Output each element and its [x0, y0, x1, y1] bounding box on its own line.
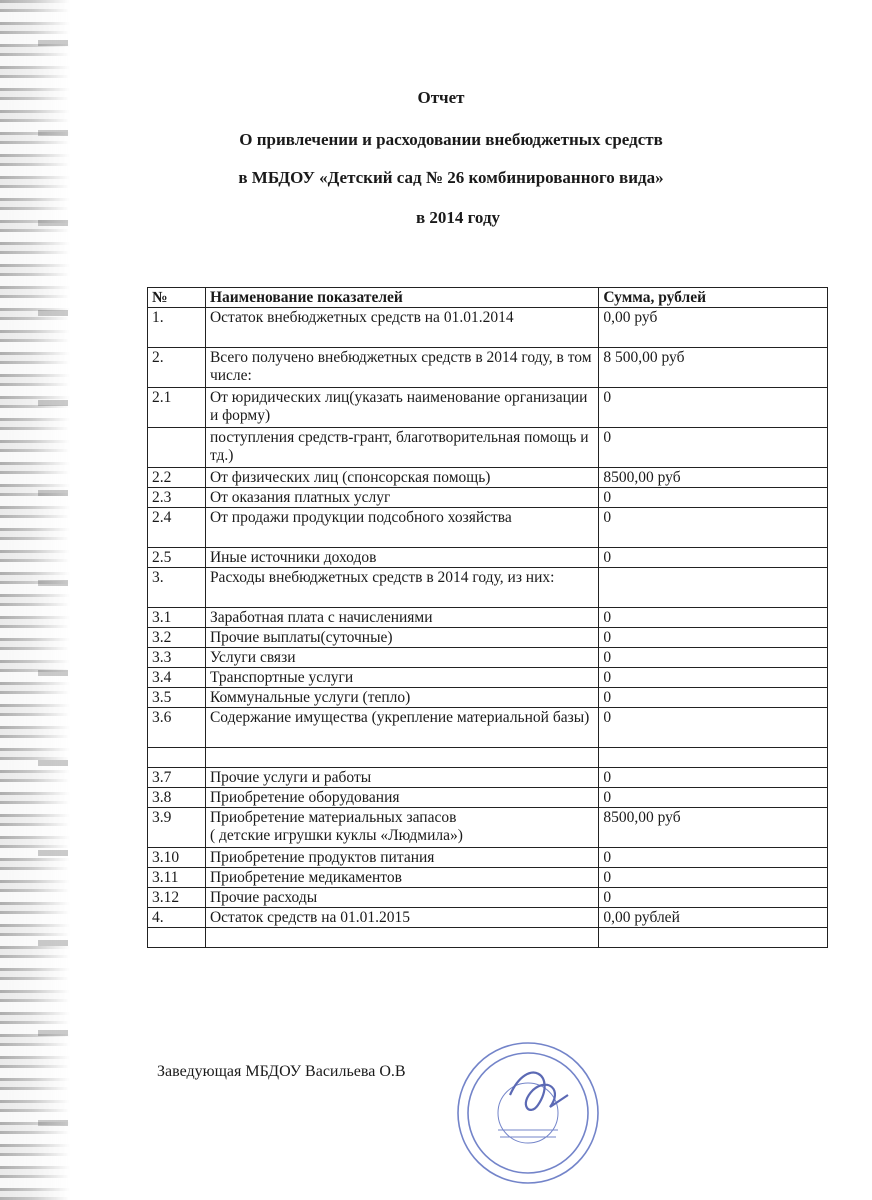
row-name: Расходы внебюджетных средств в 2014 году, из них:: [205, 568, 598, 608]
report-year: в 2014 году: [415, 208, 501, 227]
row-name: Остаток средств на 01.01.2015: [205, 908, 598, 928]
row-number: [148, 928, 206, 948]
row-name: Приобретение продуктов питания: [205, 848, 598, 868]
row-name: От продажи продукции подсобного хозяйства: [205, 508, 598, 548]
row-name: Прочие выплаты(суточные): [205, 628, 598, 648]
row-name: Прочие расходы: [205, 888, 598, 908]
row-number: 3.7: [148, 768, 206, 788]
row-sum: 0: [599, 488, 828, 508]
row-sum: 0: [599, 428, 828, 468]
table-row: [148, 568, 828, 608]
row-name: [205, 928, 598, 948]
row-sum: 0: [599, 388, 828, 428]
table-row: [148, 348, 828, 388]
row-sum: 0: [599, 708, 828, 748]
row-number: 4.: [148, 908, 206, 928]
row-name: Остаток внебюджетных средств на 01.01.2014: [205, 308, 598, 348]
row-sum: 0: [599, 628, 828, 648]
table-row: [148, 808, 828, 848]
row-name: Приобретение медикаментов: [205, 868, 598, 888]
row-name: Транспортные услуги: [205, 668, 598, 688]
table-row: [148, 688, 828, 708]
table-row: [148, 628, 828, 648]
table-row: [148, 868, 828, 888]
row-name: [205, 748, 598, 768]
row-number: 2.3: [148, 488, 206, 508]
row-sum: 0: [599, 608, 828, 628]
row-number: 2.5: [148, 548, 206, 568]
header-indicator-name: Наименование показателей: [205, 288, 598, 308]
table-row: [148, 908, 828, 928]
row-number: 3.12: [148, 888, 206, 908]
table-header-row: [148, 288, 828, 308]
row-number: [148, 748, 206, 768]
row-sum: 0: [599, 888, 828, 908]
row-number: 3.6: [148, 708, 206, 748]
row-sum: 0: [599, 668, 828, 688]
table-row: [148, 648, 828, 668]
row-name: Услуги связи: [205, 648, 598, 668]
row-number: 2.4: [148, 508, 206, 548]
row-sum: 0: [599, 868, 828, 888]
row-sum: 0,00 рублей: [599, 908, 828, 928]
row-sum: 0: [599, 648, 828, 668]
row-sum: 0: [599, 548, 828, 568]
row-number: 3.2: [148, 628, 206, 648]
table-row: [148, 848, 828, 868]
row-name: Коммунальные услуги (тепло): [205, 688, 598, 708]
signature-line: Заведующая МБДОУ Васильева О.В: [157, 1063, 406, 1080]
table-row: [148, 668, 828, 688]
table-row: [148, 428, 828, 468]
table-row: [148, 308, 828, 348]
row-sum: 0: [599, 788, 828, 808]
row-name: Прочие услуги и работы: [205, 768, 598, 788]
row-name: Приобретение оборудования: [205, 788, 598, 808]
table-row: [148, 488, 828, 508]
row-sum: 8500,00 руб: [599, 808, 828, 848]
row-name: Заработная плата с начислениями: [205, 608, 598, 628]
row-number: 3.10: [148, 848, 206, 868]
row-name: Иные источники доходов: [205, 548, 598, 568]
row-number: 3.8: [148, 788, 206, 808]
row-number: 3.1: [148, 608, 206, 628]
report-title: Отчет: [417, 88, 465, 107]
row-number: 1.: [148, 308, 206, 348]
row-sum: 8500,00 руб: [599, 468, 828, 488]
header-number: №: [148, 288, 206, 308]
row-number: 3.4: [148, 668, 206, 688]
table-row: [148, 548, 828, 568]
row-number: 3.9: [148, 808, 206, 848]
row-number: 3.3: [148, 648, 206, 668]
row-name: От оказания платных услуг: [205, 488, 598, 508]
row-sum: 0,00 руб: [599, 308, 828, 348]
report-organization: в МБДОУ «Детский сад № 26 комбинированного вида»: [238, 168, 664, 187]
table-row-empty: [148, 748, 828, 768]
row-sum: 0: [599, 848, 828, 868]
row-number: 2.: [148, 348, 206, 388]
row-name: От юридических лиц(указать наименование организации и форму): [205, 388, 598, 428]
row-sum: 0: [599, 508, 828, 548]
table-row: [148, 768, 828, 788]
row-sum: 0: [599, 688, 828, 708]
table-row-empty: [148, 928, 828, 948]
row-number: 2.2: [148, 468, 206, 488]
row-sum: [599, 748, 828, 768]
table-row: [148, 468, 828, 488]
row-name: Приобретение материальных запасов ( детские игрушки куклы «Людмила»): [205, 808, 598, 848]
table-row: [148, 788, 828, 808]
row-name: От физических лиц (спонсорская помощь): [205, 468, 598, 488]
report-subtitle: О привлечении и расходовании внебюджетных средств: [239, 130, 663, 149]
row-sum: 8 500,00 руб: [599, 348, 828, 388]
header-sum: Сумма, рублей: [599, 288, 828, 308]
row-number: [148, 428, 206, 468]
row-number: 2.1: [148, 388, 206, 428]
report-table: [147, 287, 828, 948]
row-sum: [599, 928, 828, 948]
row-number: 3.: [148, 568, 206, 608]
table-row: [148, 888, 828, 908]
row-name: Содержание имущества (укрепление материальной базы): [205, 708, 598, 748]
row-name: поступления средств-грант, благотворительная помощь и тд.): [205, 428, 598, 468]
row-number: 3.11: [148, 868, 206, 888]
row-sum: 0: [599, 768, 828, 788]
row-number: 3.5: [148, 688, 206, 708]
table-row: [148, 708, 828, 748]
official-stamp-icon: [438, 1035, 613, 1190]
table-row: [148, 388, 828, 428]
row-sum: [599, 568, 828, 608]
row-name: Всего получено внебюджетных средств в 2014 году, в том числе:: [205, 348, 598, 388]
table-row: [148, 508, 828, 548]
table-row: [148, 608, 828, 628]
